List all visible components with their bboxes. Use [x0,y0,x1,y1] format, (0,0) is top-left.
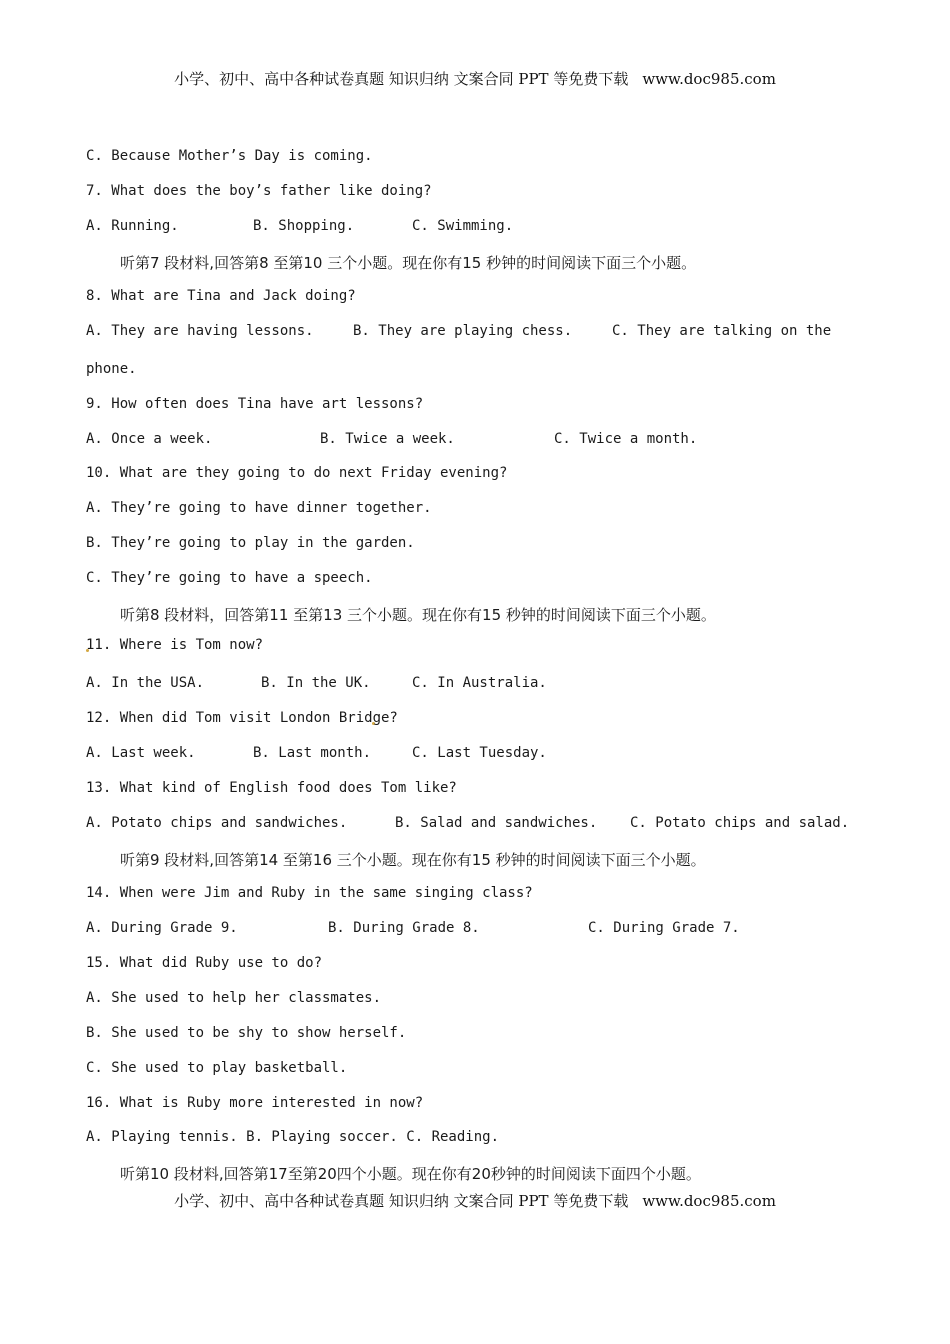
instruction-passage-9: 听第9 段材料,回答第14 至第16 三个小题。现在你有15 秒钟的时间阅读下面三个小题。 [120,851,706,869]
q12-question: 12. When did Tom visit London Bridge? [86,710,398,726]
q12-option-a: A. Last week. [86,745,196,761]
q8-question: 8. What are Tina and Jack doing? [86,288,356,304]
q12-option-c: C. Last Tuesday. [412,745,547,761]
q10-question: 10. What are they going to do next Friday evening? [86,465,508,481]
q11-option-a: A. In the USA. [86,675,205,691]
q13-option-c: C. Potato chips and salad. [630,815,850,831]
q9-question: 9. How often does Tina have art lessons? [86,396,424,412]
page-footer [0,1190,950,1211]
footer-text: 小学、初中、高中各种试卷真题 知识归纳 文案合同 PPT 等免费下载 [174,1192,629,1210]
q13-option-b: B. Salad and sandwiches. [395,815,598,831]
q15-option-c: C. She used to play basketball. [86,1060,348,1076]
q7-option-a: A. Running. [86,218,179,234]
q11-option-c: C. In Australia. [412,675,547,691]
q10-option-b: B. They’re going to play in the garden. [86,535,415,551]
q8-option-b: B. They are playing chess. [353,323,573,339]
instruction-passage-8: 听第8 段材料，回答第11 至第13 三个小题。现在你有15 秒钟的时间阅读下面三个小题。 [120,606,716,624]
q8-option-a: A. They are having lessons. [86,323,314,339]
q12-option-b: B. Last month. [253,745,372,761]
q14-option-b: B. During Grade 8. [328,920,480,936]
q14-question: 14. When were Jim and Ruby in the same singing class? [86,885,533,901]
q7-option-b: B. Shopping. [253,218,355,234]
q13-question: 13. What kind of English food does Tom like? [86,780,457,796]
q9-option-b: B. Twice a week. [320,431,455,447]
instruction-passage-10: 听第10 段材料,回答第17至第20四个小题。现在你有20秒钟的时间阅读下面四个小题。 [120,1165,701,1183]
q6-option-c: C. Because Mother’s Day is coming. [86,148,373,164]
q8-option-c: C. They are talking on the [612,323,832,339]
q15-option-b: B. She used to be shy to show herself. [86,1025,407,1041]
q8-option-c-continued: phone. [86,361,137,377]
q13-option-a: A. Potato chips and sandwiches. [86,815,348,831]
q11-question: 11. Where is Tom now? [86,637,264,653]
q14-option-a: A. During Grade 9. [86,920,238,936]
footer-site-link[interactable]: www.doc985.com [642,1192,776,1210]
q10-option-c: C. They’re going to have a speech. [86,570,373,586]
instruction-passage-7: 听第7 段材料,回答第8 至第10 三个小题。现在你有15 秒钟的时间阅读下面三个小题。 [120,254,697,272]
q7-question: 7. What does the boy’s father like doing? [86,183,432,199]
q16-options: A. Playing tennis. B. Playing soccer. C. Reading. [86,1129,500,1145]
q7-option-c: C. Swimming. [412,218,514,234]
header-site-link[interactable]: www.doc985.com [642,70,776,88]
q15-option-a: A. She used to help her classmates. [86,990,382,1006]
q10-option-a: A. They’re going to have dinner together. [86,500,432,516]
q14-option-c: C. During Grade 7. [588,920,740,936]
q9-option-c: C. Twice a month. [554,431,698,447]
page-header [0,68,950,89]
q9-option-a: A. Once a week. [86,431,213,447]
q16-question: 16. What is Ruby more interested in now? [86,1095,424,1111]
q15-question: 15. What did Ruby use to do? [86,955,323,971]
q11-option-b: B. In the UK. [261,675,371,691]
header-text: 小学、初中、高中各种试卷真题 知识归纳 文案合同 PPT 等免费下载 [174,70,629,88]
